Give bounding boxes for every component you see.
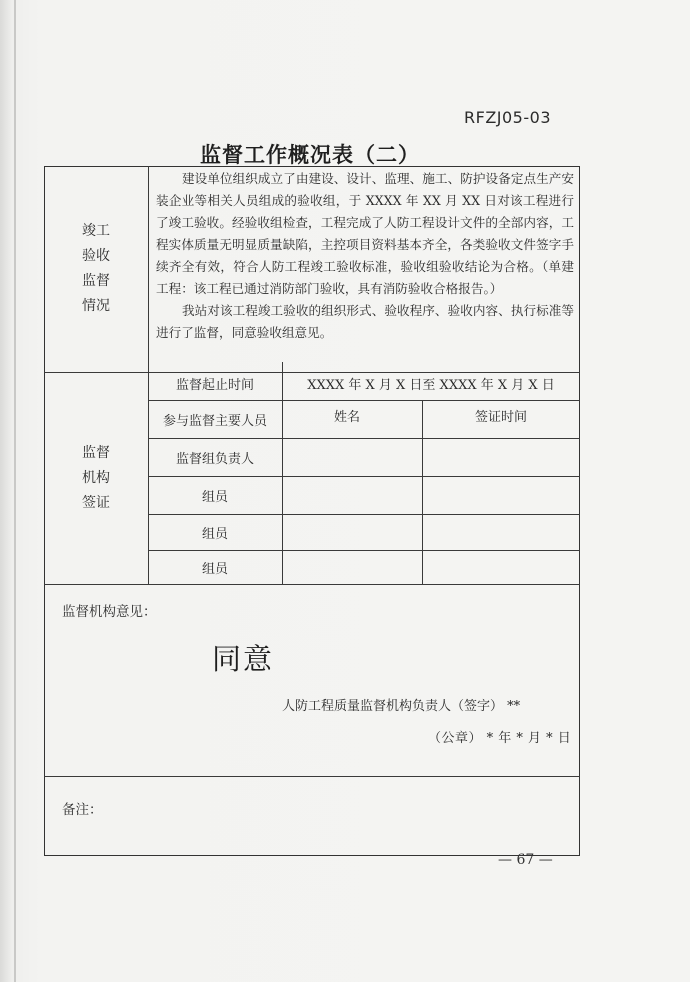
acceptance-label — [44, 166, 148, 372]
sign-time-cell[interactable] — [422, 550, 580, 584]
form-title: 监督工作概况表（二） — [200, 142, 420, 167]
signoff-label-line: 签证 — [82, 494, 110, 511]
role-member: 组员 — [201, 561, 228, 577]
opinion-label: 监督机构意见： — [62, 604, 157, 620]
acceptance-paragraph-1: 建设单位组织成立了由建设、设计、监理、施工、防护设备定点生产安装企业等相关人员组成的验收组，于 XXXX 年 XX 月 XX 日对该工程进行了竣工验收。经验收组检查，工程完成了人防工程设计文件的全部内容，工程实体质量无明显质量缺陷，主控项目资料基本齐全，各类验收文件签字手续齐全有效，符合人防工程竣工验收标准，验收组验收结论为合格。（单建工程：该工程已通过消防部门验收，具有消防验收合格报告。） — [156, 171, 574, 296]
name-header: 姓名 — [334, 410, 361, 425]
role-member: 组员 — [201, 526, 228, 542]
role-member: 组员 — [201, 489, 228, 505]
seal-date-line: （公章） * 年 * 月 * 日 — [428, 731, 572, 746]
name-cell[interactable] — [282, 514, 422, 550]
section-divider-signoff — [44, 584, 580, 585]
opinion-handwritten: 同意 — [212, 642, 275, 676]
period-label: 监督起止时间 — [175, 377, 254, 393]
acceptance-label-line: 竣工 — [82, 223, 110, 239]
acceptance-label-line: 验收 — [82, 248, 110, 264]
remarks-label: 备注： — [62, 802, 103, 818]
signoff-label-line: 监督 — [82, 444, 110, 461]
signoff-label-line: 机构 — [82, 469, 110, 486]
name-cell[interactable] — [282, 438, 422, 476]
page-number: — 67 — — [498, 852, 553, 868]
signoff-label — [44, 372, 148, 584]
name-cell[interactable] — [282, 550, 422, 584]
role-team-leader: 监督组负责人 — [175, 451, 254, 467]
name-cell[interactable] — [282, 476, 422, 514]
acceptance-paragraph-2: 我站对该工程竣工验收的组织形式、验收程序、验收内容、执行标准等进行了监督，同意验收组意见。 — [156, 303, 574, 340]
acceptance-label-line: 监督 — [82, 273, 110, 289]
staff-header: 参与监督主要人员 — [162, 413, 267, 429]
section-divider-opinion — [44, 776, 580, 777]
signer-line: 人防工程质量监督机构负责人（签字） ** — [282, 699, 521, 714]
acceptance-text — [156, 168, 574, 344]
sign-time-header: 签证时间 — [474, 410, 527, 425]
acceptance-label-line: 情况 — [82, 298, 110, 314]
form-code: RFZJ05-03 — [464, 108, 551, 127]
period-value: XXXX 年 X 月 X 日至 XXXX 年 X 月 X 日 — [307, 377, 555, 393]
sign-time-cell[interactable] — [422, 514, 580, 550]
sign-time-cell[interactable] — [422, 438, 580, 476]
sign-time-cell[interactable] — [422, 476, 580, 514]
